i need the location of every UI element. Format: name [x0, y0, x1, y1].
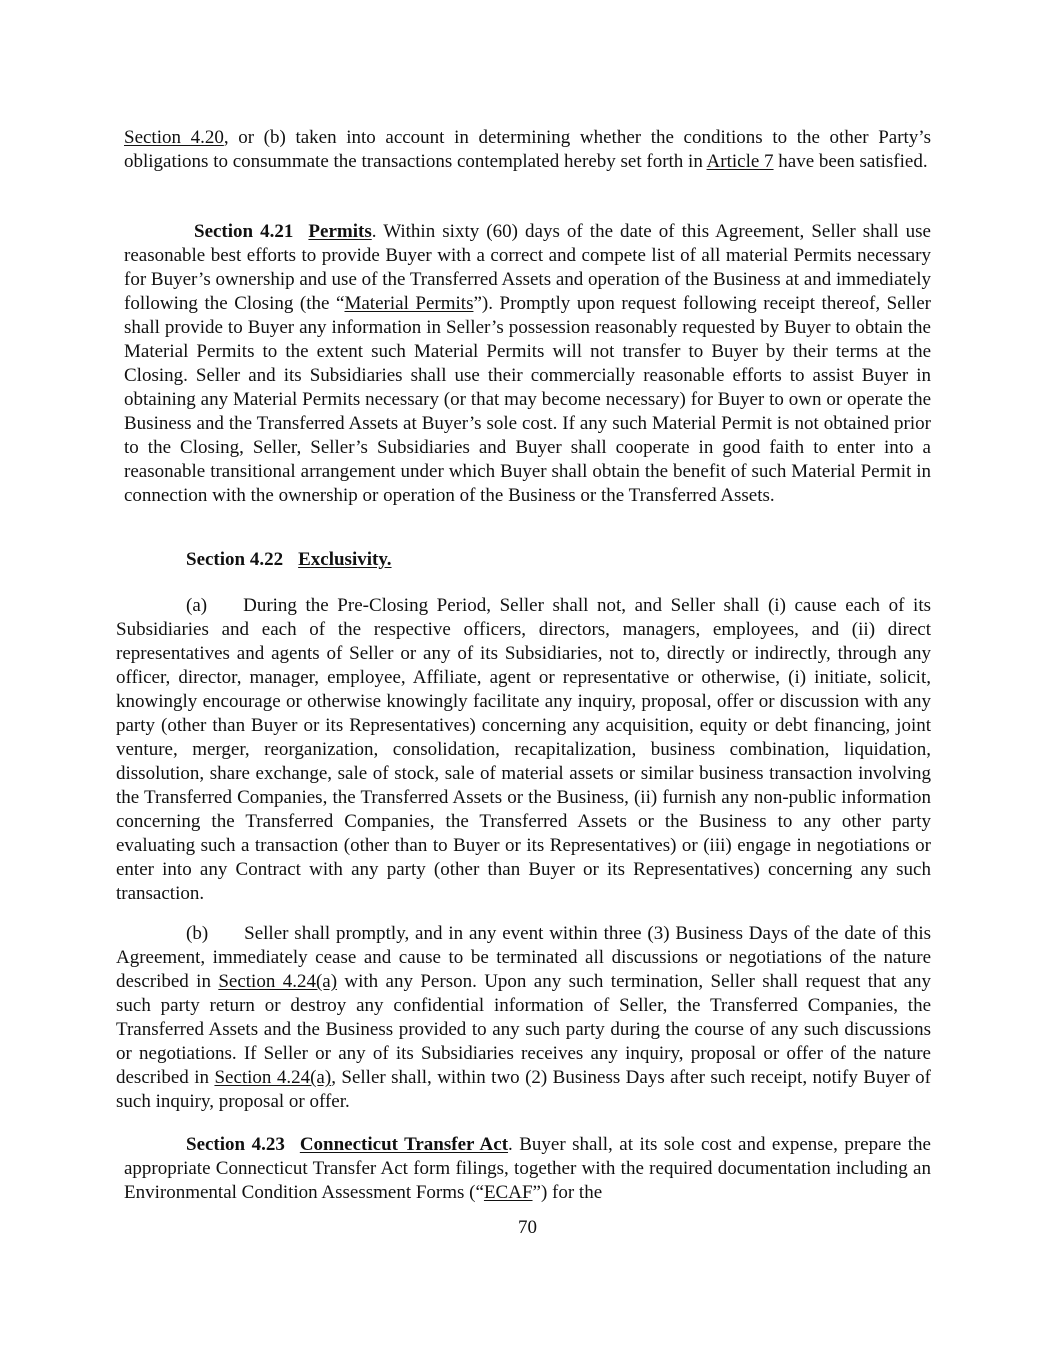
- section-4-21-paragraph: Section 4.21 Permits. Within sixty (60) days of the date of this Agreement, Seller shall use reasonable best efforts to provide Buyer with a correct and compete list of all material Permits necessary for Buyer’s ownership and use of the Transferred Assets and operation of the Business at and immediately following the Closing (the “Material Permits”). Promptly upon request following receipt thereof, Seller shall provide to Buyer any information in Seller’s possession reasonably requested by Buyer to obtain the Material Permits to the extent such Material Permits will not transfer to Buyer by their terms at the Closing. Seller and its Subsidiaries shall use their commercially reasonable efforts to assist Buyer in obtaining any Material Permits necessary (or that may become necessary) for Buyer to own or operate the Business and the Transferred Assets at Buyer’s sole cost. If any such Material Permit is not obtained prior to the Closing, Seller, Seller’s Subsidiaries and Buyer shall cooperate in good faith to enter into a reasonable transitional arrangement under which Buyer shall obtain the benefit of such Material Permit in connection with the ownership or operation of the Business or the Transferred Assets.: [124, 221, 931, 506]
- paragraph-b-marker: (b): [186, 923, 209, 944]
- article-reference: Article 7: [706, 151, 774, 172]
- section-reference: Section 4.24(a): [214, 1067, 332, 1088]
- paragraph-continuation: Section 4.20, or (b) taken into account in determining whether the conditions to the other Party’s obligations to consummate the transactions contemplated hereby set forth in Article 7 have been satisfied.: [124, 127, 931, 172]
- section-4-23-title: Connecticut Transfer Act: [299, 1134, 509, 1155]
- defined-term-material-permits: Material Permits: [344, 293, 474, 314]
- defined-term-ecaf: ECAF: [483, 1182, 533, 1203]
- section-4-21-title: Permits: [308, 221, 372, 242]
- page-number: 70: [518, 1217, 537, 1238]
- section-reference: Section 4.20: [124, 127, 224, 148]
- section-4-23-paragraph: Section 4.23 Connecticut Transfer Act. Buyer shall, at its sole cost and expense, prepare the appropriate Connecticut Transfer Act form filings, together with the required documentation including an Environmental Condition Assessment Forms (“ECAF”) for the: [124, 1134, 931, 1203]
- section-4-21-label: Section 4.21: [194, 221, 294, 242]
- section-4-22-label: Section 4.22: [186, 549, 284, 570]
- paragraph-b: (b) Seller shall promptly, and in any event within three (3) Business Days of the date of this Agreement, immediately cease and cause to be terminated all discussions or negotiations of the nature described in Section 4.24(a) with any Person. Upon any such termination, Seller shall request that any such party return or destroy any confidential information of Seller, the Transferred Companies, the Transferred Assets and the Business provided to any such party during the course of any such discussions or negotiations. If Seller or any of its Subsidiaries receives any inquiry, proposal or offer of the nature described in Section 4.24(a), Seller shall, within two (2) Business Days after such receipt, notify Buyer of such inquiry, proposal or offer.: [116, 923, 932, 1112]
- paragraph-a: (a) During the Pre-Closing Period, Seller shall not, and Seller shall (i) cause each of its Subsidiaries and each of the respective officers, directors, managers, employees, and (ii) direct representatives and agents of Seller or any of its Subsidiaries, not to, directly or indirectly, through any officer, director, manager, employee, Affiliate, agent or representative or otherwise, (i) initiate, solicit, knowingly encourage or otherwise knowingly facilitate any inquiry, proposal, offer or discussion with any party (other than Buyer or its Representatives) concerning any acquisition, equity or debt financing, joint venture, merger, reorganization, consolidation, recapitalization, business combination, liquidation, dissolution, share exchange, sale of stock, sale of material assets or similar business transaction involving the Transferred Companies, the Transferred Assets or the Business, (ii) furnish any non-public information concerning the Transferred Companies, the Transferred Assets or the Business to any other party evaluating such a transaction (other than to Buyer or its Representatives) or (iii) engage in negotiations or enter into any Contract with any party (other than Buyer or its Representatives) concerning any such transaction.: [116, 595, 931, 904]
- section-4-22-title: Exclusivity.: [298, 549, 392, 570]
- section-4-23-label: Section 4.23: [186, 1134, 285, 1155]
- section-reference: Section 4.24(a): [218, 971, 338, 992]
- paragraph-a-marker: (a): [186, 595, 208, 616]
- section-4-22-heading: [124, 548, 931, 572]
